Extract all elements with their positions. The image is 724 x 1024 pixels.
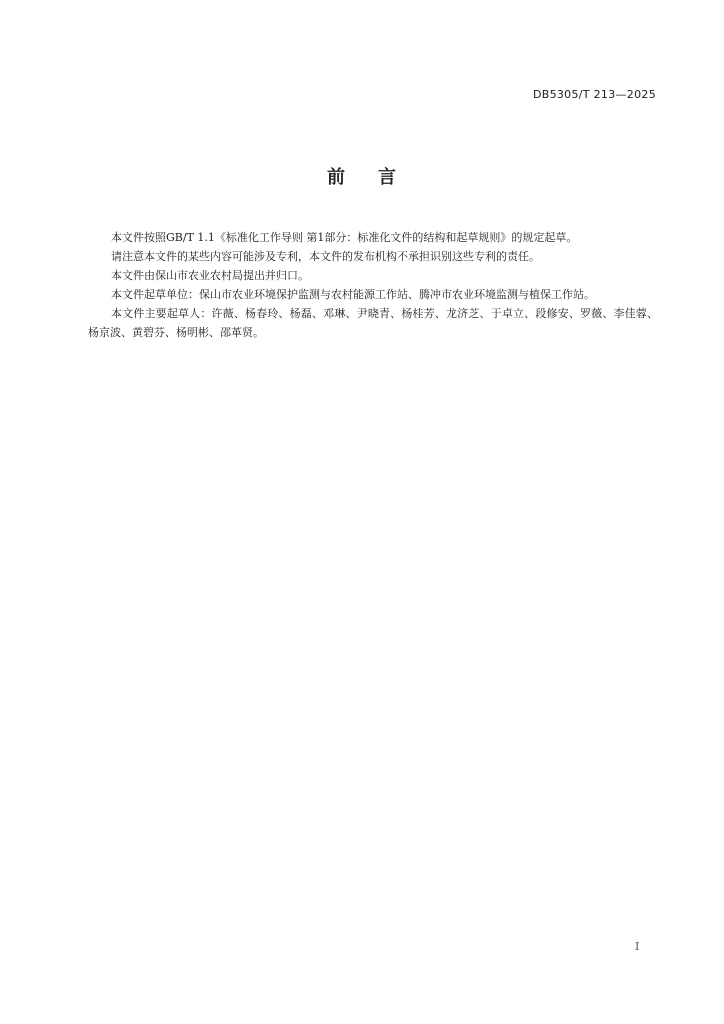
document-code: DB5305/T 213—2025 bbox=[532, 88, 656, 101]
section-title bbox=[0, 163, 724, 189]
paragraph-drafting-units: 本文件起草单位：保山市农业环境保护监测与农村能源工作站、腾冲市农业环境监测与植保工作站。 bbox=[111, 288, 595, 301]
title-char-1: 前 bbox=[327, 167, 346, 188]
page-number: I bbox=[635, 940, 640, 953]
paragraph-drafters: 本文件主要起草人：许薇、杨春玲、杨磊、邓琳、尹晓青、杨桂芳、龙济芝、于卓立、段修安、罗薇、李佳蓉、杨京波、黄碧芬、杨明彬、邵革贤。 bbox=[88, 307, 658, 339]
paragraph-patent-notice: 请注意本文件的某些内容可能涉及专利，本文件的发布机构不承担识别这些专利的责任。 bbox=[111, 250, 540, 263]
title-char-2: 言 bbox=[378, 167, 397, 188]
paragraph-proposer: 本文件由保山市农业农村局提出并归口。 bbox=[111, 269, 309, 282]
foreword-body bbox=[88, 228, 658, 342]
paragraph-drafting-rules: 本文件按照GB/T 1.1《标准化工作导则 第1部分：标准化文件的结构和起草规则》的规定起草。 bbox=[111, 231, 578, 244]
